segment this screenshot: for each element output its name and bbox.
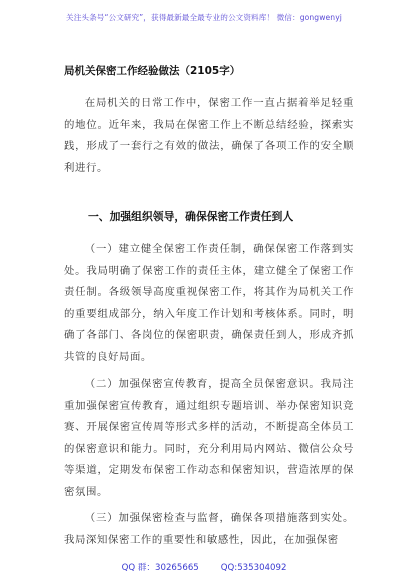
document-title: 局机关保密工作经验做法（2105字）: [64, 65, 241, 77]
footer: [0, 561, 408, 573]
intro-paragraph: 在局机关的日常工作中，保密工作一直占据着举足轻重的地位。近年来，我局在保密工作上不断总结经验，探索实践，形成了一套行之有效的做法，确保了各项工作的安全顺利进行。: [64, 97, 354, 174]
paragraph-item-1: （一）建立健全保密工作责任制，确保保密工作落到实处。我局明确了保密工作的责任主体，建立健全了保密工作责任制。各级领导高度重视保密工作，将其作为局机关工作的重要组成部分，纳入年度工作计划和考核体系。同时，明确了各部门、各岗位的保密职责，确保责任到人，形成齐抓共管的良好局面。: [64, 243, 354, 363]
paragraph-item-3: （三）加强保密检查与监督，确保各项措施落到实处。我局深知保密工作的重要性和敏感性，因此，在加强保密: [64, 512, 354, 546]
header-banner: 关注头条号“公文研究”，获得最新最全最专业的公文资料库！ 微信：gongwenyj: [66, 13, 342, 22]
section-heading: 一、加强组织领导，确保保密工作责任到人: [88, 210, 294, 223]
footer-qq: QQ:535304092: [220, 563, 287, 573]
footer-qq-group: QQ 群：30265665: [121, 563, 199, 573]
paragraph-item-2: （二）加强保密宣传教育，提高全员保密意识。我局注重加强保密宣传教育，通过组织专题培训、举办保密知识竞赛、开展保密宣传周等形式多样的活动，不断提高全体员工的保密意识和能力。同时，充分利用局内网站、微信公众号等渠道，定期发布保密工作动态和保密知识，营造浓厚的保密氛围。: [64, 378, 354, 498]
